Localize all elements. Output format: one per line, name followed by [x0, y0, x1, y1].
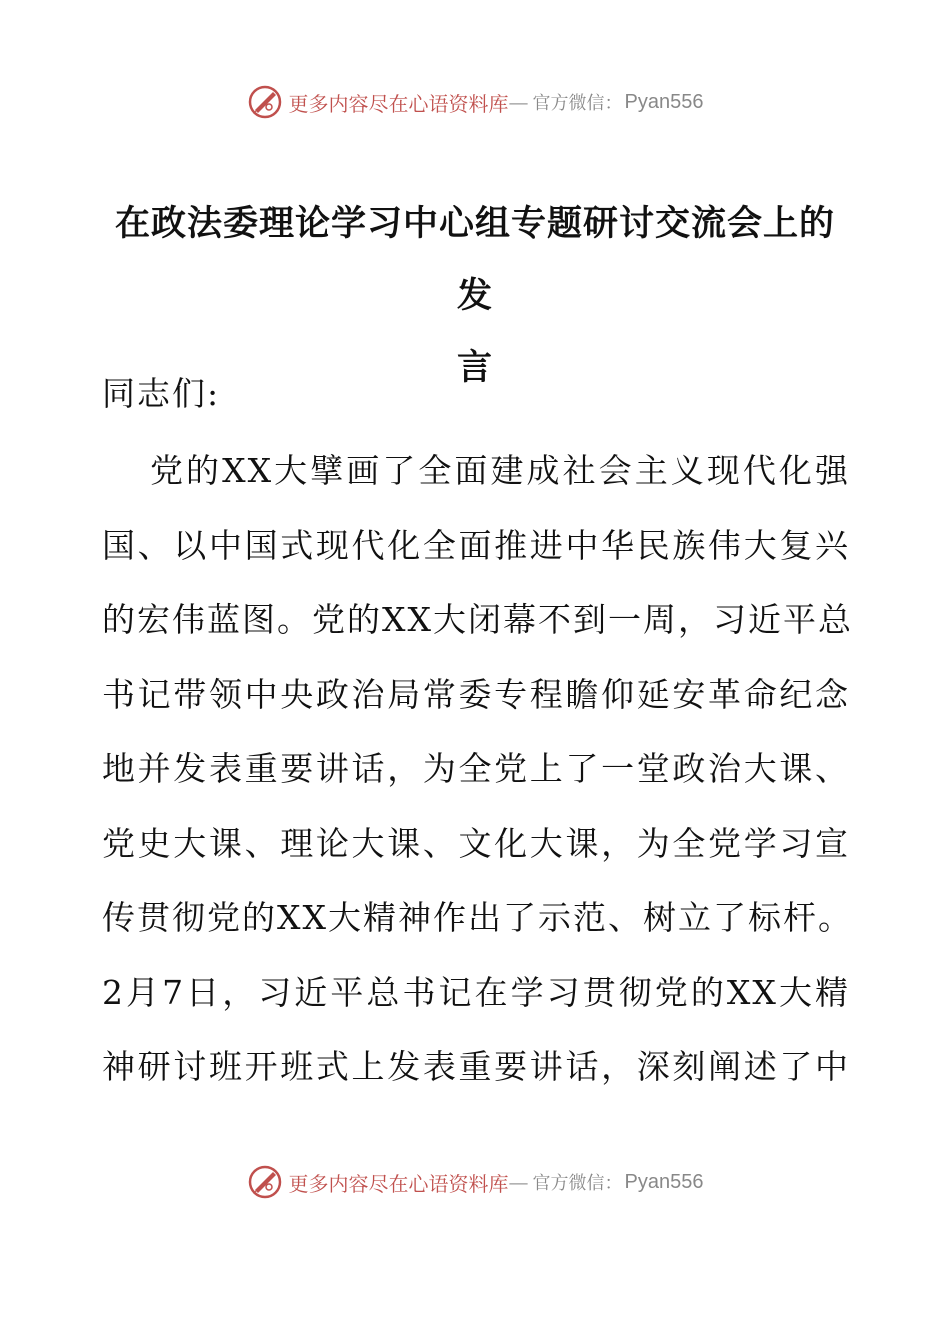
- body-line: 党史大课、理论大课、文化大课，为全党学习宣: [102, 823, 850, 863]
- body-line: 地并发表重要讲话，为全党上了一堂政治大课、: [102, 749, 850, 788]
- body-line: 神研讨班开班式上发表重要讲话，深刻阐述了中: [102, 1047, 850, 1086]
- watermark-official-label: 官方微信：: [532, 93, 623, 114]
- pen-logo-icon: [247, 84, 283, 120]
- header-watermark: [0, 82, 950, 122]
- body-line: 传贯彻党的XX大精神作出了示范、树立了标杆。: [102, 898, 853, 937]
- watermark-official-label: 官方微信：: [532, 1173, 623, 1194]
- watermark-wechat-id: Pyan556: [624, 1170, 704, 1193]
- footer-watermark: [0, 1162, 950, 1202]
- watermark-text: 更多内容尽在心语资料库: [288, 91, 509, 116]
- watermark-separator: —: [508, 1170, 529, 1194]
- watermark-separator: —: [508, 90, 529, 114]
- body-line: 2月7日，习近平总书记在学习贯彻党的XX大精: [102, 972, 850, 1012]
- title-line-1: 在政法委理论学习中心组专题研讨交流会上的发: [114, 204, 835, 316]
- body-line: 书记带领中央政治局常委专程瞻仰延安革命纪念: [102, 674, 850, 714]
- body-line: 党的XX大擘画了全面建成社会主义现代化强: [150, 451, 850, 490]
- body-line: 国、以中国式现代化全面推进中华民族伟大复兴: [102, 525, 850, 565]
- body-paragraph: [102, 434, 853, 1105]
- title-line-2: 言: [456, 348, 493, 388]
- pen-logo-icon: [247, 1164, 283, 1200]
- watermark-text: 更多内容尽在心语资料库: [288, 1171, 509, 1196]
- salutation: 同志们:: [102, 374, 221, 413]
- body-line: 的宏伟蓝图。党的XX大闭幕不到一周，习近平总: [102, 600, 853, 639]
- watermark-wechat-id: Pyan556: [624, 90, 704, 113]
